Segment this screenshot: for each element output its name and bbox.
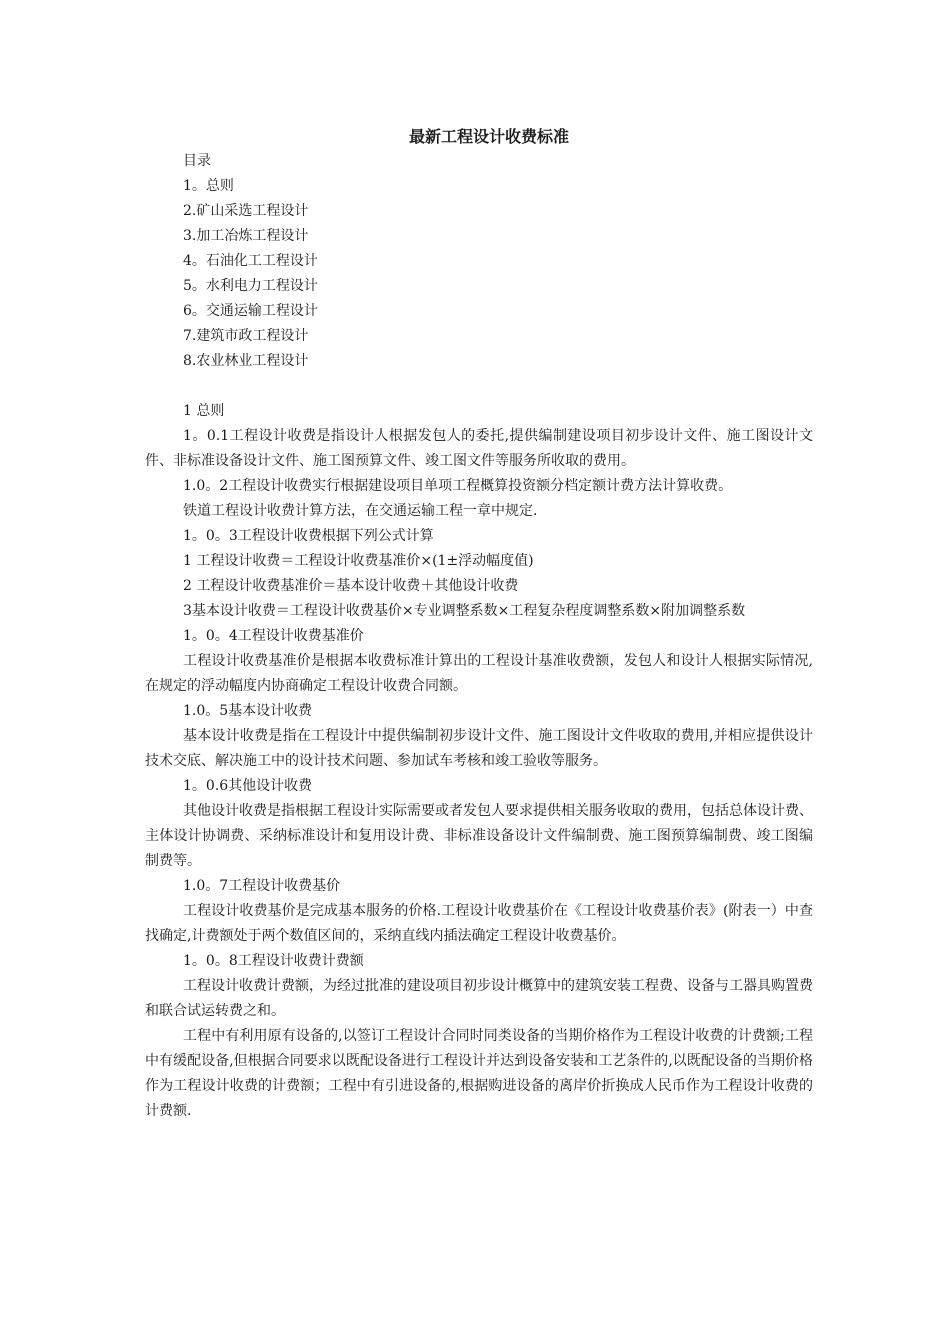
toc-heading: 目录	[183, 153, 211, 169]
toc-item: 1。总则	[183, 178, 234, 194]
clause-1-0-5-body: 基本设计收费是指在工程设计中提供编制初步设计文件、施工图设计文件收取的费用,并相应提供设计技术交底、解决施工中的设计技术问题、参加试车考核和竣工验收等服务。	[145, 728, 813, 769]
clause-1-0-8-body: 工程设计收费计费额，为经过批准的建设项目初步设计概算中的建筑安装工程费、设备与工器具购置费和联合试运转费之和。	[145, 978, 813, 1019]
clause-1-0-4-heading: 1。0。4工程设计收费基准价	[183, 628, 364, 644]
formula-1: 1 工程设计收费＝工程设计收费基准价×(1±浮动幅度值)	[183, 553, 534, 569]
toc-item: 8.农业林业工程设计	[183, 353, 309, 369]
clause-1-0-8-heading: 1。0。8工程设计收费计费额	[183, 953, 364, 969]
toc-item: 4。石油化工工程设计	[183, 253, 318, 269]
clause-1-0-2-note: 铁道工程设计收费计算方法，在交通运输工程一章中规定.	[183, 503, 538, 519]
clause-1-0-2: 1.0。2工程设计收费实行根据建设项目单项工程概算投资额分档定额计费方法计算收费。	[183, 478, 733, 494]
clause-1-0-4-body: 工程设计收费基准价是根据本收费标准计算出的工程设计基准收费额，发包人和设计人根据实际情况,在规定的浮动幅度内协商确定工程设计收费合同额。	[145, 653, 813, 694]
clause-1-0-6-heading: 1。0.6其他设计收费	[183, 778, 313, 794]
section-heading: 1 总则	[183, 403, 225, 419]
clause-1-0-5-heading: 1.0。5基本设计收费	[183, 703, 313, 719]
toc-item: 6。交通运输工程设计	[183, 303, 318, 319]
document-title: 最新工程设计收费标准	[408, 127, 569, 146]
toc-item: 7.建筑市政工程设计	[183, 328, 309, 344]
toc-item: 3.加工冶炼工程设计	[183, 228, 309, 244]
clause-1-0-6-body: 其他设计收费是指根据工程设计实际需要或者发包人要求提供相关服务收取的费用，包括总体设计费、主体设计协调费、采纳标准设计和复用设计费、非标准设备设计文件编制费、施工图预算编制费、竣工图编制费等。	[145, 803, 813, 869]
clause-1-0-7-heading: 1.0。7工程设计收费基价	[183, 878, 341, 894]
clause-1-0-7-body: 工程设计收费基价是完成基本服务的价格.工程设计收费基价在《工程设计收费基价表》(附表一）中查找确定,计费额处于两个数值区间的，采纳直线内插法确定工程设计收费基价。	[145, 903, 813, 944]
formula-3: 3基本设计收费＝工程设计收费基价×专业调整系数×工程复杂程度调整系数×附加调整系数	[183, 603, 746, 619]
toc-item: 5。水利电力工程设计	[183, 278, 318, 294]
formula-2: 2 工程设计收费基准价＝基本设计收费＋其他设计收费	[183, 578, 519, 594]
clause-1-0-8-body: 工程中有利用原有设备的,以签订工程设计合同时同类设备的当期价格作为工程设计收费的计费额;工程中有缓配设备,但根据合同要求以既配设备进行工程设计并达到设备安装和工艺条件的,以既配设备的当期价格作为工程设计收费的计费额；工程中有引进设备的,根据购进设备的离岸价折换成人民币作为工程设计收费的计费额.	[145, 1028, 813, 1119]
spacer	[145, 374, 813, 399]
clause-1-0-1: 1。0.1工程设计收费是指设计人根据发包人的委托,提供编制建设项目初步设计文件、施工图设计文件、非标准设备设计文件、施工图预算文件、竣工图文件等服务所收取的费用。	[145, 428, 813, 469]
clause-1-0-3: 1。0。3工程设计收费根据下列公式计算	[183, 528, 434, 544]
document-page	[145, 124, 813, 1124]
toc-item: 2.矿山采选工程设计	[183, 203, 309, 219]
